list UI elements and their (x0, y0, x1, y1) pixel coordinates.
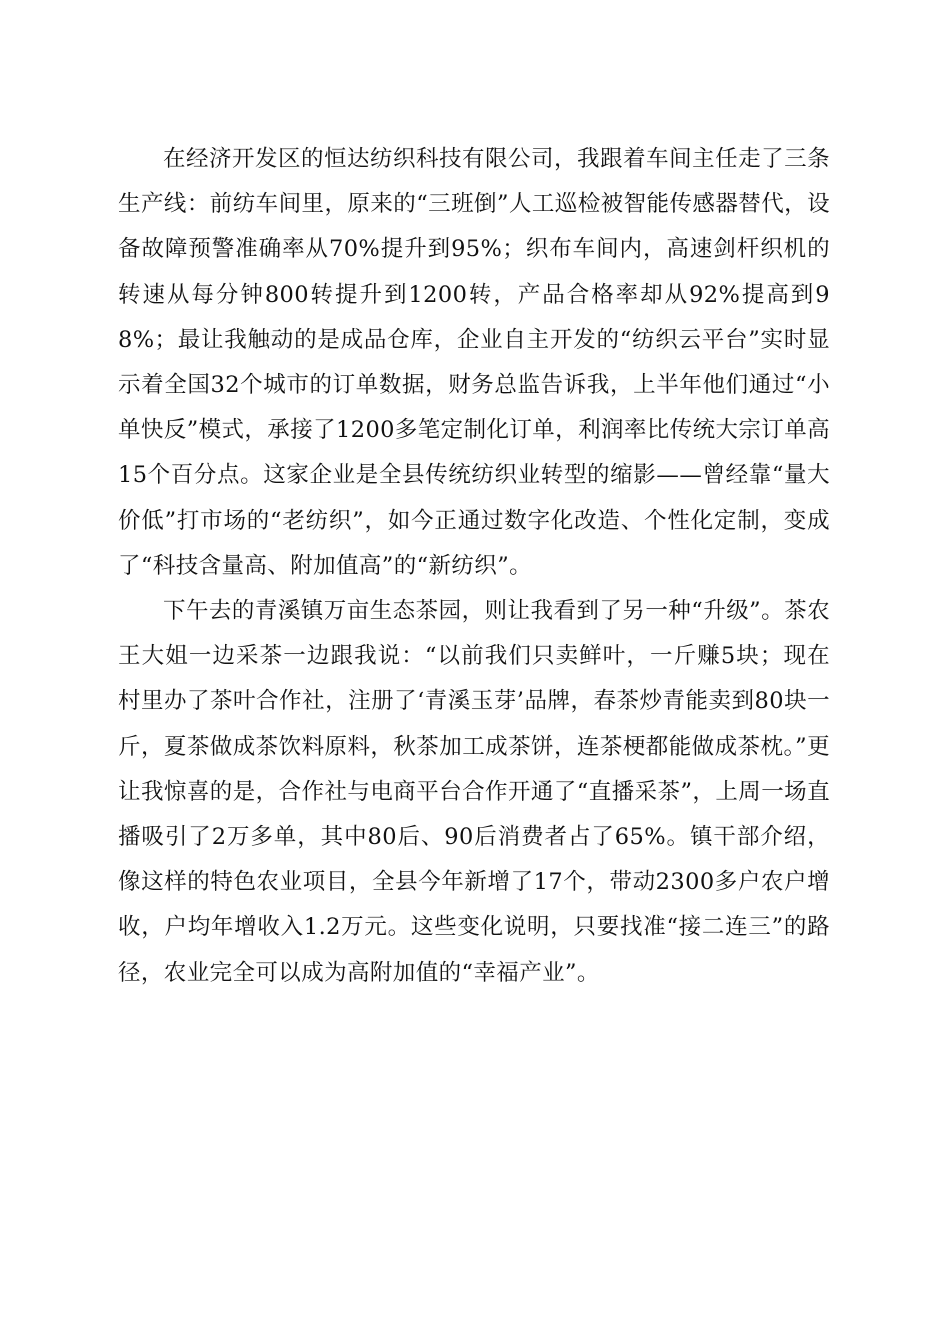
paragraph-textile-company: 在经济开发区的恒达纺织科技有限公司，我跟着车间主任走了三条生产线：前纺车间里，原来的“三班倒”人工巡检被智能传感器替代，设备故障预警准确率从70%提升到95%；织布车间内，高速剑杆织机的转速从每分钟800转提升到1200转，产品合格率却从92%提高到98%；最让我触动的是成品仓库，企业自主开发的“纺织云平台”实时显示着全国32个城市的订单数据，财务总监告诉我，上半年他们通过“小单快反”模式，承接了1200多笔定制化订单，利润率比传统大宗订单高15个百分点。这家企业是全县传统纺织业转型的缩影——曾经靠“量大价低”打市场的“老纺织”，如今正通过数字化改造、个性化定制，变成了“科技含量高、附加值高”的“新纺织”。 (118, 146, 830, 579)
paragraph-tea-garden: 下午去的青溪镇万亩生态茶园，则让我看到了另一种“升级”。茶农王大姐一边采茶一边跟我说：“以前我们只卖鲜叶，一斤赚5块；现在村里办了茶叶合作社，注册了‘青溪玉芽’品牌，春茶炒青能卖到80块一斤，夏茶做成茶饮料原料，秋茶加工成茶饼，连茶梗都能做成茶枕。”更让我惊喜的是，合作社与电商平台合作开通了“直播采茶”，上周一场直播吸引了2万多单，其中80后、90后消费者占了65%。镇干部介绍，像这样的特色农业项目，全县今年新增了17个，带动2300多户农户增收，户均年增收入1.2万元。这些变化说明，只要找准“接二连三”的路径，农业完全可以成为高附加值的“幸福产业”。 (118, 598, 830, 986)
document-body (118, 137, 830, 996)
